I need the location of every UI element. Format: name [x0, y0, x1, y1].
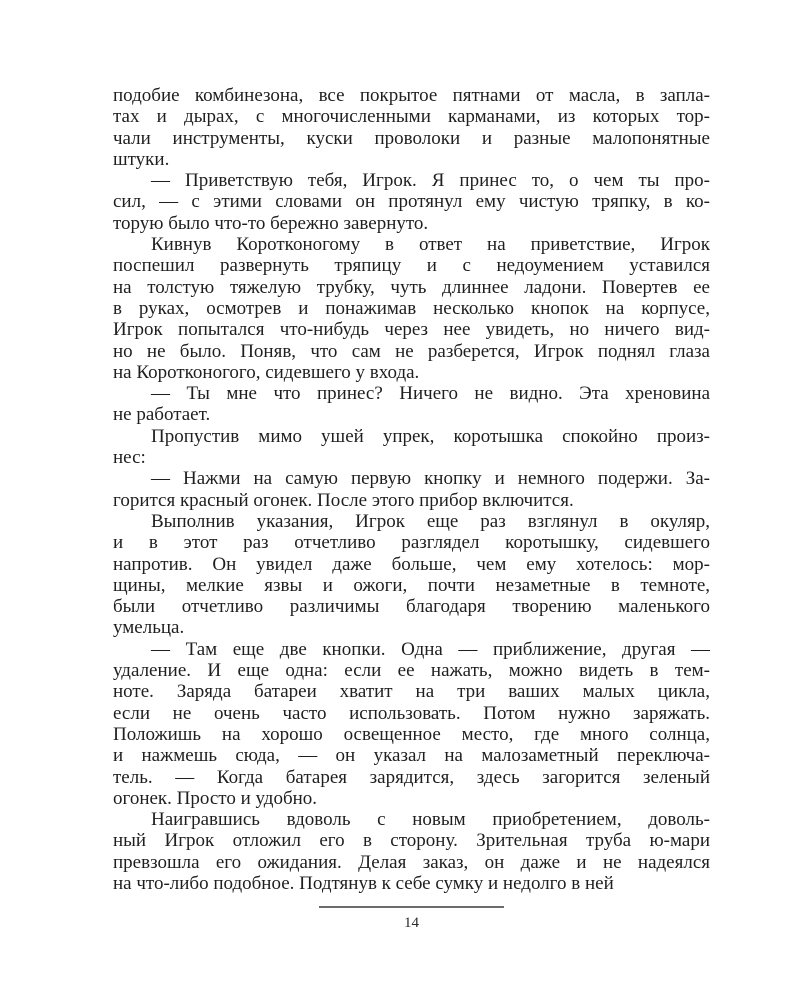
text-line: щины, мелкие язвы и ожоги, почти незаметные в темноте, [113, 574, 710, 596]
text-line: удаление. И еще одна: если ее нажать, можно видеть в тем- [113, 660, 710, 682]
text-line: ноте. Заряда батареи хватит на три ваших малых цикла, [113, 681, 710, 703]
text-line: Положишь на хорошо освещенное место, где много солнца, [113, 723, 710, 745]
text-line: Выполнив указания, Игрок еще раз взглянул в окуляр, [151, 510, 710, 532]
text-line: превзошла его ожидания. Делая заказ, он даже и не надеялся [113, 851, 710, 873]
text-line: не работает. [113, 404, 211, 426]
text-line: подобие комбинезона, все покрытое пятнами от масла, в запла- [113, 85, 710, 106]
text-line: были отчетливо различимы благодаря творению маленького [113, 596, 710, 618]
text-line: огонек. Просто и удобно. [113, 787, 318, 809]
text-line: умельца. [113, 617, 185, 639]
text-line: — Там еще две кнопки. Одна — приближение, другая — [151, 638, 710, 660]
text-line: в руках, осмотрев и понажимав несколько кнопок на корпусе, [113, 297, 710, 319]
page-footer [113, 906, 710, 931]
text-line: сил, — с этими словами он протянул ему чистую тряпку, в ко- [113, 191, 710, 213]
body-text [113, 85, 710, 894]
text-line: напротив. Он увидел даже больше, чем ему хотелось: мор- [113, 553, 710, 575]
text-line: нес: [113, 447, 146, 469]
text-line: тах и дырах, с многочисленными карманами, из которых тор- [113, 106, 710, 128]
page-number: 14 [404, 915, 419, 931]
text-line: на что-либо подобное. Подтянув к себе сумку и недолго в ней [113, 872, 614, 894]
text-line: если не очень часто использовать. Потом нужно заряжать. [113, 702, 710, 724]
text-line: Пропустив мимо ушей упрек, коротышка спокойно произ- [151, 425, 710, 447]
text-line: штуки. [113, 148, 170, 170]
text-line: Игрок попытался что-нибудь через нее увидеть, но ничего вид- [113, 319, 710, 341]
text-line: Кивнув Коротконогому в ответ на приветствие, Игрок [151, 234, 710, 256]
text-line: ный Игрок отложил его в сторону. Зрительная труба ю-мари [113, 830, 710, 852]
text-line: чали инструменты, куски проволоки и разные малопонятные [113, 127, 710, 149]
text-line: но не было. Поняв, что сам не разберется, Игрок поднял глаза [113, 340, 710, 362]
text-line: — Нажми на самую первую кнопку и немного подержи. За- [151, 468, 710, 490]
text-line: горится красный огонек. После этого прибор включится. [113, 489, 574, 511]
text-line: на Коротконогого, сидевшего у входа. [113, 361, 420, 383]
text-line: и нажмешь сюда, — он указал на малозаметный переключа- [113, 745, 710, 767]
text-line: и в этот раз отчетливо разглядел коротышку, сидевшего [113, 532, 710, 554]
text-line: поспешил развернуть тряпицу и с недоумением уставился [113, 255, 710, 277]
text-line: Наигравшись вдоволь с новым приобретением, доволь- [151, 809, 710, 831]
text-line: — Ты мне что принес? Ничего не видно. Эта хреновина [151, 383, 710, 405]
text-line: — Приветствую тебя, Игрок. Я принес то, о чем ты про- [151, 170, 710, 192]
footer-rule [319, 906, 504, 908]
text-line: тель. — Когда батарея зарядится, здесь загорится зеленый [113, 766, 710, 788]
text-line: на толстую тяжелую трубку, чуть длиннее ладони. Повертев ее [113, 276, 710, 298]
text-line: торую было что-то бережно завернуто. [113, 212, 429, 234]
